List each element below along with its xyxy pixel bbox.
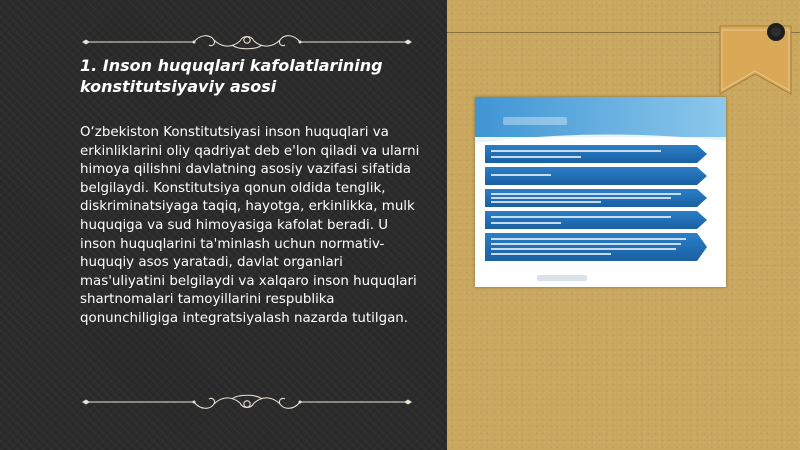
scroll-flourish-divider-icon <box>82 392 412 412</box>
embedded-infographic-image <box>475 97 726 287</box>
scroll-flourish-divider-icon <box>82 32 412 52</box>
infographic-picture <box>475 97 726 287</box>
bookmark-ribbon-icon <box>718 18 793 98</box>
slide-title: 1. Inson huquqlari kafolatlarining konstitutsiyaviy asosi <box>80 56 383 96</box>
slide-body-text: O‘zbekiston Konstitutsiyasi inson huquqlari va erkinliklarini oliy qadriyat deb e'lon qiladi va ularni himoya qilishni davlatning asosiy vazifasi sifatida belgilaydi. Konstitutsiya qonun oldida tenglik, diskriminatsiyaga taqiq, hayotga, erkinlikka, mulk huquqiga va sud himoyasiga kafolat beradi. U inson huquqlarini ta'minlash uchun normativ-huquqiy asos yaratadi, davlat organlari mas'uliyatini belgilaydi va xalqaro inson huquqlari shartnomalari tamoyillarini respublika qonunchiligiga integratsiyalash nazarda tutilgan. <box>80 125 420 326</box>
